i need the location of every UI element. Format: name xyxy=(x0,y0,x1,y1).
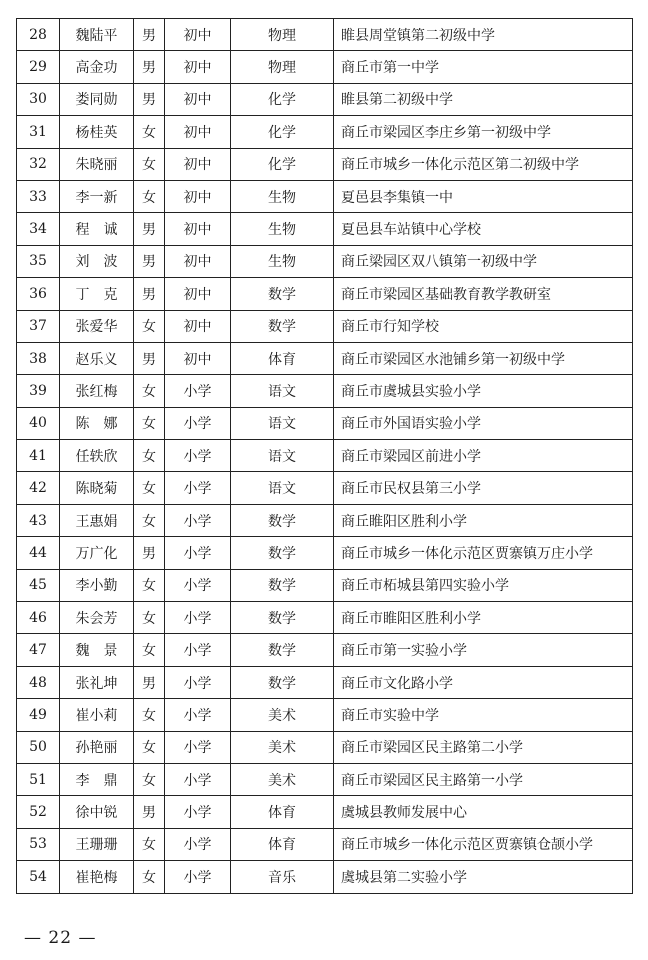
gender-cell: 男 xyxy=(134,83,165,115)
row-number-cell: 44 xyxy=(17,537,60,569)
subject-cell: 化学 xyxy=(231,83,334,115)
row-number-cell: 48 xyxy=(17,666,60,698)
row-number-cell: 53 xyxy=(17,828,60,860)
school-level-cell: 初中 xyxy=(165,83,231,115)
school-cell: 商丘市梁园区李庄乡第一初级中学 xyxy=(334,116,633,148)
table-row xyxy=(17,440,633,472)
gender-cell: 女 xyxy=(134,180,165,212)
school-level-cell: 初中 xyxy=(165,19,231,51)
school-cell: 商丘市外国语实验小学 xyxy=(334,407,633,439)
school-level-cell: 小学 xyxy=(165,699,231,731)
name-cell: 赵乐义 xyxy=(60,342,134,374)
row-number-cell: 49 xyxy=(17,699,60,731)
name-cell: 崔艳梅 xyxy=(60,861,134,893)
school-cell: 商丘市行知学校 xyxy=(334,310,633,342)
row-number-cell: 42 xyxy=(17,472,60,504)
table-row xyxy=(17,796,633,828)
school-cell: 睢县第二初级中学 xyxy=(334,83,633,115)
gender-cell: 女 xyxy=(134,440,165,472)
school-level-cell: 小学 xyxy=(165,861,231,893)
subject-cell: 语文 xyxy=(231,407,334,439)
subject-cell: 数学 xyxy=(231,504,334,536)
school-cell: 商丘梁园区双八镇第一初级中学 xyxy=(334,245,633,277)
name-cell: 陈 娜 xyxy=(60,407,134,439)
row-number-cell: 32 xyxy=(17,148,60,180)
name-cell: 任轶欣 xyxy=(60,440,134,472)
school-cell: 商丘市城乡一体化示范区第二初级中学 xyxy=(334,148,633,180)
school-cell: 商丘市梁园区水池铺乡第一初级中学 xyxy=(334,342,633,374)
table-row xyxy=(17,602,633,634)
table-row xyxy=(17,828,633,860)
subject-cell: 数学 xyxy=(231,666,334,698)
row-number-cell: 30 xyxy=(17,83,60,115)
table-row xyxy=(17,569,633,601)
gender-cell: 男 xyxy=(134,537,165,569)
row-number-cell: 33 xyxy=(17,180,60,212)
subject-cell: 生物 xyxy=(231,213,334,245)
school-level-cell: 初中 xyxy=(165,180,231,212)
school-level-cell: 初中 xyxy=(165,278,231,310)
table-row xyxy=(17,407,633,439)
row-number-cell: 51 xyxy=(17,763,60,795)
school-level-cell: 初中 xyxy=(165,116,231,148)
school-cell: 商丘市梁园区民主路第一小学 xyxy=(334,763,633,795)
row-number-cell: 38 xyxy=(17,342,60,374)
name-cell: 程 诚 xyxy=(60,213,134,245)
subject-cell: 数学 xyxy=(231,569,334,601)
school-cell: 睢县周堂镇第二初级中学 xyxy=(334,19,633,51)
table-row xyxy=(17,861,633,893)
school-level-cell: 初中 xyxy=(165,148,231,180)
school-cell: 商丘市睢阳区胜利小学 xyxy=(334,602,633,634)
school-level-cell: 小学 xyxy=(165,375,231,407)
subject-cell: 美术 xyxy=(231,699,334,731)
subject-cell: 体育 xyxy=(231,342,334,374)
school-level-cell: 小学 xyxy=(165,504,231,536)
school-cell: 商丘市虞城县实验小学 xyxy=(334,375,633,407)
school-cell: 商丘市城乡一体化示范区贾寨镇仓颉小学 xyxy=(334,828,633,860)
row-number-cell: 50 xyxy=(17,731,60,763)
gender-cell: 女 xyxy=(134,148,165,180)
gender-cell: 男 xyxy=(134,19,165,51)
table-row xyxy=(17,731,633,763)
name-cell: 朱晓丽 xyxy=(60,148,134,180)
name-cell: 张红梅 xyxy=(60,375,134,407)
subject-cell: 语文 xyxy=(231,472,334,504)
row-number-cell: 31 xyxy=(17,116,60,148)
row-number-cell: 34 xyxy=(17,213,60,245)
name-cell: 娄同勋 xyxy=(60,83,134,115)
name-cell: 陈晓菊 xyxy=(60,472,134,504)
name-cell: 丁 克 xyxy=(60,278,134,310)
school-level-cell: 小学 xyxy=(165,407,231,439)
name-cell: 王惠娟 xyxy=(60,504,134,536)
gender-cell: 女 xyxy=(134,828,165,860)
subject-cell: 数学 xyxy=(231,310,334,342)
row-number-cell: 43 xyxy=(17,504,60,536)
name-cell: 万广化 xyxy=(60,537,134,569)
gender-cell: 女 xyxy=(134,634,165,666)
name-cell: 孙艳丽 xyxy=(60,731,134,763)
name-cell: 张爱华 xyxy=(60,310,134,342)
name-cell: 张礼坤 xyxy=(60,666,134,698)
table-row xyxy=(17,51,633,83)
school-level-cell: 小学 xyxy=(165,763,231,795)
subject-cell: 数学 xyxy=(231,537,334,569)
school-cell: 夏邑县李集镇一中 xyxy=(334,180,633,212)
subject-cell: 物理 xyxy=(231,19,334,51)
gender-cell: 男 xyxy=(134,51,165,83)
page-number: — 22 — xyxy=(24,928,97,948)
row-number-cell: 36 xyxy=(17,278,60,310)
table-row xyxy=(17,342,633,374)
subject-cell: 生物 xyxy=(231,245,334,277)
name-cell: 高金功 xyxy=(60,51,134,83)
school-level-cell: 初中 xyxy=(165,213,231,245)
subject-cell: 体育 xyxy=(231,796,334,828)
subject-cell: 生物 xyxy=(231,180,334,212)
table-row xyxy=(17,504,633,536)
school-cell: 商丘市第一实验小学 xyxy=(334,634,633,666)
school-level-cell: 小学 xyxy=(165,569,231,601)
gender-cell: 女 xyxy=(134,472,165,504)
subject-cell: 美术 xyxy=(231,763,334,795)
gender-cell: 男 xyxy=(134,796,165,828)
teacher-roster-table xyxy=(16,18,633,894)
subject-cell: 物理 xyxy=(231,51,334,83)
school-cell: 虞城县第二实验小学 xyxy=(334,861,633,893)
school-cell: 商丘市第一中学 xyxy=(334,51,633,83)
row-number-cell: 54 xyxy=(17,861,60,893)
gender-cell: 男 xyxy=(134,213,165,245)
school-cell: 商丘市城乡一体化示范区贾寨镇万庄小学 xyxy=(334,537,633,569)
gender-cell: 女 xyxy=(134,861,165,893)
subject-cell: 数学 xyxy=(231,278,334,310)
table-row xyxy=(17,213,633,245)
table-row xyxy=(17,180,633,212)
subject-cell: 体育 xyxy=(231,828,334,860)
row-number-cell: 47 xyxy=(17,634,60,666)
gender-cell: 女 xyxy=(134,310,165,342)
school-cell: 商丘市文化路小学 xyxy=(334,666,633,698)
school-cell: 商丘市实验中学 xyxy=(334,699,633,731)
school-level-cell: 小学 xyxy=(165,666,231,698)
name-cell: 魏陆平 xyxy=(60,19,134,51)
table-row xyxy=(17,19,633,51)
gender-cell: 女 xyxy=(134,763,165,795)
name-cell: 魏 景 xyxy=(60,634,134,666)
school-level-cell: 小学 xyxy=(165,634,231,666)
school-cell: 商丘市梁园区民主路第二小学 xyxy=(334,731,633,763)
school-cell: 商丘市民权县第三小学 xyxy=(334,472,633,504)
gender-cell: 男 xyxy=(134,278,165,310)
gender-cell: 男 xyxy=(134,342,165,374)
table-row xyxy=(17,148,633,180)
gender-cell: 女 xyxy=(134,504,165,536)
row-number-cell: 45 xyxy=(17,569,60,601)
gender-cell: 女 xyxy=(134,602,165,634)
school-level-cell: 小学 xyxy=(165,440,231,472)
gender-cell: 女 xyxy=(134,569,165,601)
school-level-cell: 小学 xyxy=(165,537,231,569)
table-row xyxy=(17,83,633,115)
subject-cell: 语文 xyxy=(231,440,334,472)
school-level-cell: 小学 xyxy=(165,731,231,763)
name-cell: 朱会芳 xyxy=(60,602,134,634)
school-cell: 商丘市梁园区前进小学 xyxy=(334,440,633,472)
school-cell: 商丘市柘城县第四实验小学 xyxy=(334,569,633,601)
row-number-cell: 39 xyxy=(17,375,60,407)
row-number-cell: 28 xyxy=(17,19,60,51)
school-level-cell: 小学 xyxy=(165,602,231,634)
name-cell: 崔小莉 xyxy=(60,699,134,731)
name-cell: 刘 波 xyxy=(60,245,134,277)
school-level-cell: 小学 xyxy=(165,472,231,504)
subject-cell: 化学 xyxy=(231,148,334,180)
school-cell: 夏邑县车站镇中心学校 xyxy=(334,213,633,245)
gender-cell: 男 xyxy=(134,245,165,277)
table-row xyxy=(17,537,633,569)
name-cell: 王珊珊 xyxy=(60,828,134,860)
school-cell: 虞城县教师发展中心 xyxy=(334,796,633,828)
name-cell: 李一新 xyxy=(60,180,134,212)
school-cell: 商丘睢阳区胜利小学 xyxy=(334,504,633,536)
gender-cell: 女 xyxy=(134,699,165,731)
roster-body xyxy=(17,19,633,894)
table-row xyxy=(17,763,633,795)
table-row xyxy=(17,472,633,504)
gender-cell: 女 xyxy=(134,731,165,763)
table-row xyxy=(17,116,633,148)
name-cell: 李 鼎 xyxy=(60,763,134,795)
table-row xyxy=(17,634,633,666)
gender-cell: 男 xyxy=(134,666,165,698)
gender-cell: 女 xyxy=(134,375,165,407)
school-level-cell: 初中 xyxy=(165,342,231,374)
school-level-cell: 初中 xyxy=(165,51,231,83)
table-row xyxy=(17,245,633,277)
subject-cell: 数学 xyxy=(231,602,334,634)
name-cell: 杨桂英 xyxy=(60,116,134,148)
school-level-cell: 小学 xyxy=(165,796,231,828)
row-number-cell: 29 xyxy=(17,51,60,83)
subject-cell: 数学 xyxy=(231,634,334,666)
gender-cell: 女 xyxy=(134,407,165,439)
table-row xyxy=(17,375,633,407)
row-number-cell: 52 xyxy=(17,796,60,828)
school-level-cell: 小学 xyxy=(165,828,231,860)
table-row xyxy=(17,699,633,731)
row-number-cell: 41 xyxy=(17,440,60,472)
name-cell: 徐中锐 xyxy=(60,796,134,828)
row-number-cell: 40 xyxy=(17,407,60,439)
school-level-cell: 初中 xyxy=(165,245,231,277)
table-row xyxy=(17,278,633,310)
school-cell: 商丘市梁园区基础教育教学教研室 xyxy=(334,278,633,310)
table-row xyxy=(17,666,633,698)
school-level-cell: 初中 xyxy=(165,310,231,342)
row-number-cell: 37 xyxy=(17,310,60,342)
subject-cell: 化学 xyxy=(231,116,334,148)
table-row xyxy=(17,310,633,342)
row-number-cell: 46 xyxy=(17,602,60,634)
subject-cell: 语文 xyxy=(231,375,334,407)
row-number-cell: 35 xyxy=(17,245,60,277)
subject-cell: 美术 xyxy=(231,731,334,763)
gender-cell: 女 xyxy=(134,116,165,148)
subject-cell: 音乐 xyxy=(231,861,334,893)
name-cell: 李小勤 xyxy=(60,569,134,601)
